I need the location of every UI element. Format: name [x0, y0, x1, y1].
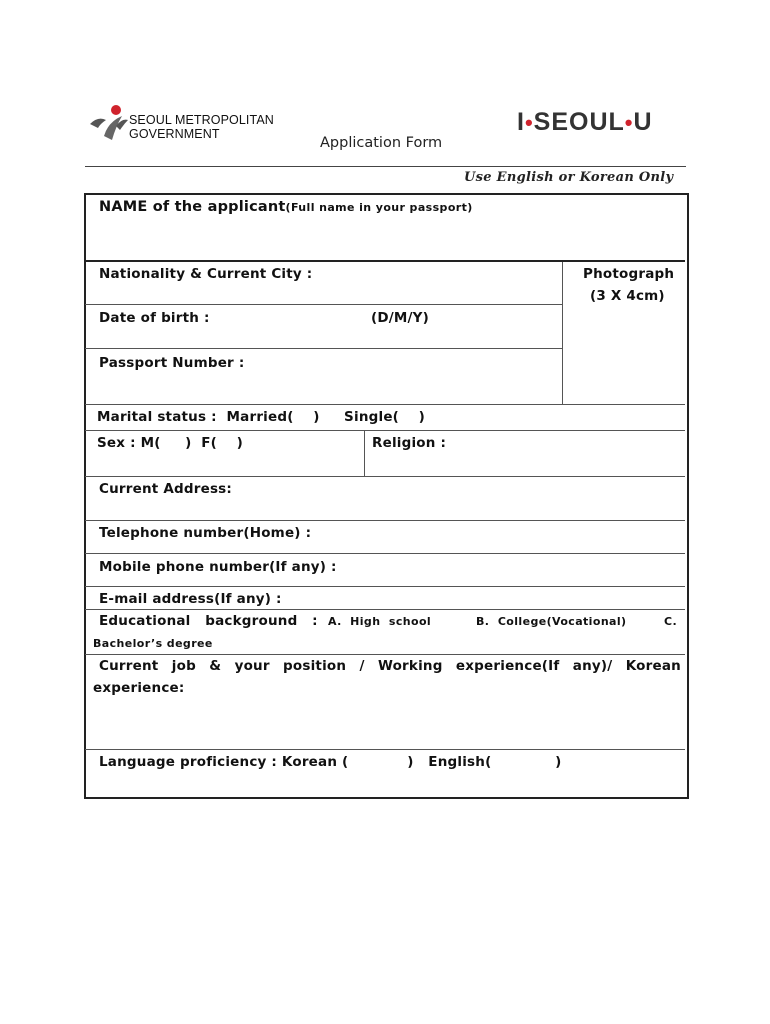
row-divider	[85, 520, 685, 521]
row-divider	[85, 586, 685, 587]
education-option-high-school[interactable]: A. High school	[328, 615, 432, 628]
education-option-college[interactable]: B. College(Vocational)	[476, 615, 627, 628]
organization-name-line2: GOVERNMENT	[129, 127, 220, 141]
job-word: any)/	[572, 658, 613, 674]
row-divider	[85, 476, 685, 477]
form-title: Application Form	[320, 135, 443, 151]
job-word: Korean	[625, 658, 681, 674]
educational-background-label: Educational background :	[99, 613, 318, 629]
brand-i: I	[517, 108, 525, 136]
language-proficiency-field[interactable]: Language proficiency : Korean ( ) English( )	[99, 754, 562, 770]
row-divider	[85, 430, 685, 431]
job-word: Current	[99, 658, 159, 674]
organization-name	[129, 113, 274, 141]
language-note: Use English or Korean Only	[464, 170, 674, 185]
job-word: Working	[377, 658, 443, 674]
photo-column-divider	[562, 262, 563, 404]
job-experience-label-continued: experience:	[93, 680, 185, 696]
mobile-phone-field[interactable]: Mobile phone number(If any) :	[99, 559, 337, 575]
row-divider	[85, 404, 685, 405]
row-divider	[85, 749, 685, 750]
brand-seoul: SEOUL	[533, 108, 625, 136]
row-divider	[85, 609, 685, 610]
job-word: &	[209, 658, 222, 674]
job-word: experience(If	[455, 658, 560, 674]
header-divider	[85, 166, 686, 167]
current-address-field[interactable]: Current Address:	[99, 481, 233, 497]
sex-field[interactable]: Sex : M( ) F( )	[97, 435, 244, 451]
row-divider	[85, 654, 685, 655]
row-divider	[85, 348, 562, 349]
row-divider	[85, 260, 685, 262]
row-divider	[85, 553, 685, 554]
sex-religion-divider	[364, 430, 365, 476]
applicant-name-field[interactable]	[99, 199, 473, 215]
job-word: position	[283, 658, 347, 674]
job-word: /	[359, 658, 365, 674]
photograph-label: Photograph	[583, 266, 675, 282]
job-word: your	[234, 658, 270, 674]
brand-u: U	[633, 108, 653, 136]
brand-dot-icon: •	[624, 110, 634, 135]
date-format-hint: (D/M/Y)	[371, 310, 430, 326]
marital-status-field[interactable]: Marital status : Married( ) Single( )	[97, 409, 426, 425]
nationality-city-field[interactable]: Nationality & Current City :	[99, 266, 313, 282]
religion-field[interactable]: Religion :	[372, 435, 447, 451]
photograph-size-label: (3 X 4cm)	[590, 288, 665, 304]
organization-name-line1: SEOUL METROPOLITAN	[129, 113, 274, 127]
brand-dot-icon: •	[524, 110, 534, 135]
applicant-name-hint: (Full name in your passport)	[285, 201, 473, 214]
date-of-birth-field[interactable]: Date of birth :	[99, 310, 210, 326]
job-experience-field[interactable]	[99, 658, 681, 674]
i-seoul-u-logo	[517, 108, 653, 137]
education-option-bachelor[interactable]: Bachelor’s degree	[93, 637, 213, 650]
education-option-bachelor-marker[interactable]: C.	[664, 615, 678, 628]
telephone-home-field[interactable]: Telephone number(Home) :	[99, 525, 312, 541]
job-word: job	[171, 658, 196, 674]
applicant-name-label: NAME of the applicant	[99, 199, 286, 215]
passport-number-field[interactable]: Passport Number :	[99, 355, 245, 371]
email-address-field[interactable]: E-mail address(If any) :	[99, 591, 282, 607]
row-divider	[85, 304, 562, 305]
